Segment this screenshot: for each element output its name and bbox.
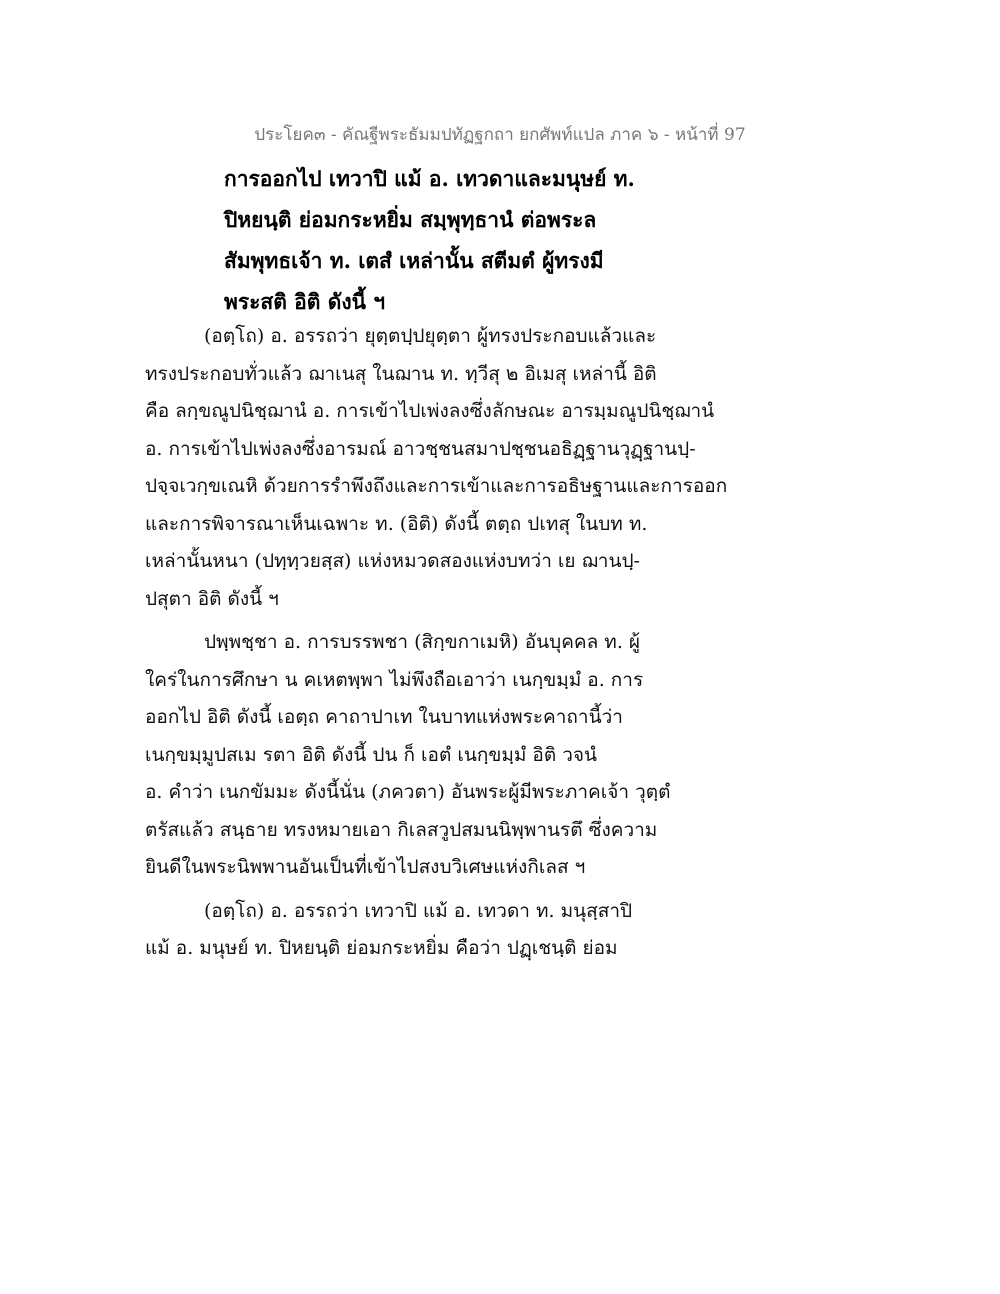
text-line: อ. การเข้าไปเพ่งลงซึ่งอารมณ์ อาวชฺชนสมาปชฺชนอธิฏฺฐานวุฏฺฐานปฺ- [145,437,696,460]
body-text [145,318,865,968]
text-line: แม้ อ. มนุษย์ ท. ปิหยนฺติ ย่อมกระหยิ่ม คือว่า ปฏฺเชนฺติ ย่อม [145,937,618,959]
verse-line: การออกไป เทวาปิ แม้ อ. เทวดาและมนุษย์ ท. [224,166,635,191]
text-line: (อตฺโถ) อ. อรรถว่า เทวาปิ แม้ อ. เทวดา ท. มนุสฺสาปิ [204,899,633,922]
verse-line: สัมพุทธเจ้า ท. เตสํ เหล่านั้น สตีมตํ ผู้ทรงมี [224,248,604,273]
verse-line: ปิหยนฺติ ย่อมกระหยิ่ม สมฺพุทฺธานํ ต่อพระล [224,207,597,232]
text-line: ยินดีในพระนิพพานอันเป็นที่เข้าไปสงบวิเศษแห่งกิเลส ฯ [145,856,586,878]
paragraph [145,893,865,968]
text-line: (อตฺโถ) อ. อรรถว่า ยุตฺตปฺปยุตฺตา ผู้ทรงประกอบแล้วและ [204,325,657,347]
text-line: และการพิจารณาเห็นเฉพาะ ท. (อิติ) ดังนี้ ตตฺถ ปเทสุ ในบท ท. [145,512,648,535]
text-line: ใคร่ในการศึกษา น คเหตพฺพา ไม่พึงถือเอาว่า เนกฺขมฺมํ อ. การ [145,668,644,691]
paragraph [145,624,865,887]
text-line: ปสุตา อิติ ดังนี้ ฯ [145,587,279,610]
text-line: ทรงประกอบทั่วแล้ว ฌาเนสุ ในฌาน ท. ทฺวีสุ ๒ อิเมสุ เหล่านี้ อิติ [145,362,657,385]
running-head: ประโยค๓ - คัณฐีพระธัมมปทัฏฐกถา ยกศัพท์แปล ภาค ๖ - หน้าที่ 97 [254,125,746,145]
text-line: คือ ลกฺขณูปนิชฺฌานํ อ. การเข้าไปเพ่งลงซึ่งลักษณะ อารมฺมณูปนิชฺฌานํ [145,400,715,422]
paragraph [145,318,865,618]
text-line: เหล่านั้นหนา (ปทฺทฺวยสฺส) แห่งหมวดสองแห่งบทว่า เย ฌานปฺ- [145,550,640,572]
verse-block [224,158,784,322]
text-line: อ. คำว่า เนกขัมมะ ดังนี้นั่น (ภควตา) อันพระผู้มีพระภาคเจ้า วุตฺตํ [145,781,671,803]
text-line: ปจฺจเวกฺขเณหิ ด้วยการรำพึงถึงและการเข้าและการอธิษฐานและการออก [145,475,728,497]
text-line: ตรัสแล้ว สนฺธาย ทรงหมายเอา กิเลสวูปสมนนิพฺพานรตึ ซึ่งความ [145,818,658,841]
text-line: ปพฺพชฺชา อ. การบรรพชา (สิกฺขกาเมหิ) อันบุคคล ท. ผู้ [204,631,641,653]
text-line: ออกไป อิติ ดังนี้ เอตฺถ คาถาปาเท ในบาทแห่งพระคาถานี้ว่า [145,706,623,728]
text-line: เนกฺขมฺมูปสเม รตา อิติ ดังนี้ ปน ก็ เอตํ เนกฺขมฺมํ อิติ วจนํ [145,743,597,766]
verse-line: พระสติ อิติ ดังนี้ ฯ [224,289,386,314]
